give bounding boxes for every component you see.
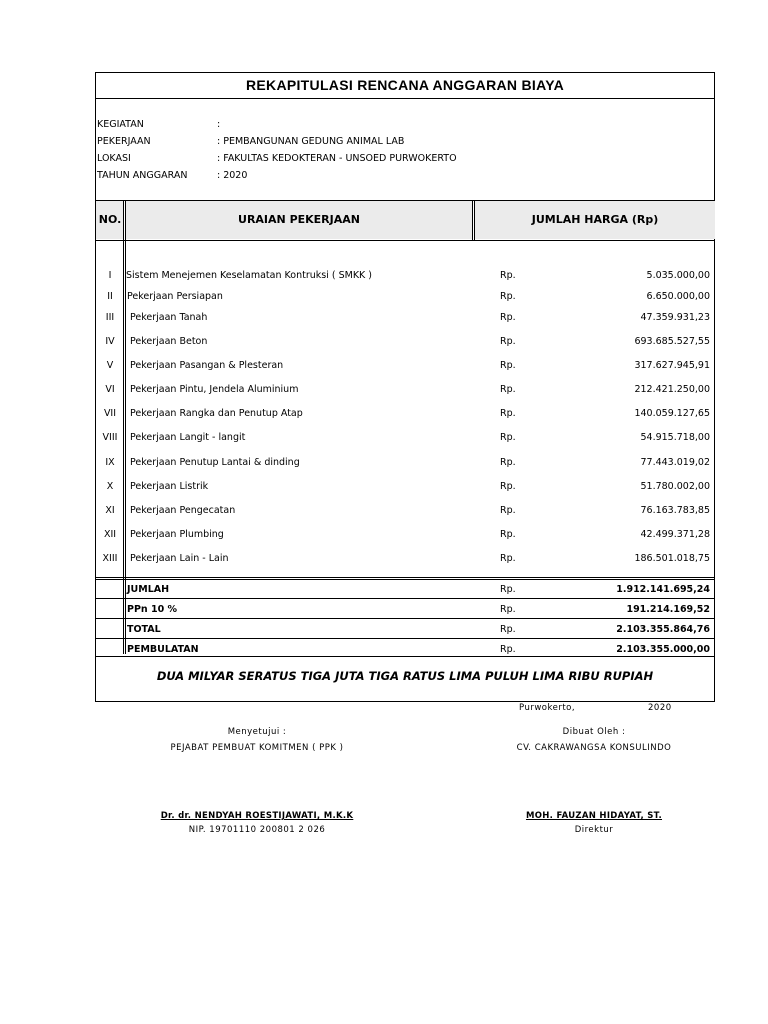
row-currency: Rp. (500, 505, 516, 516)
total-label: JUMLAH (127, 584, 170, 595)
row-currency: Rp. (500, 529, 516, 540)
row-number: III (105, 312, 115, 323)
total-amount: 2.103.355.000,00 (616, 644, 710, 655)
info-value-pekerjaan: : PEMBANGUNAN GEDUNG ANIMAL LAB (217, 136, 405, 147)
row-description: Pekerjaan Rangka dan Penutup Atap (130, 408, 303, 419)
table-row (96, 525, 716, 545)
table-row (96, 266, 716, 286)
row-amount: 140.059.127,65 (634, 408, 710, 419)
total-amount: 2.103.355.864,76 (616, 624, 710, 635)
row-description: Pekerjaan Penutup Lantai & dinding (130, 457, 300, 468)
row-description: Pekerjaan Pintu, Jendela Aluminium (130, 384, 299, 395)
row-number: V (106, 360, 114, 371)
row-description: Sistem Menejemen Keselamatan Kontruksi ( SMKK ) (126, 270, 373, 281)
total-amount: 191.214.169,52 (626, 604, 710, 615)
row-number: VII (103, 408, 117, 419)
row-currency: Rp. (500, 384, 516, 395)
table-row (96, 501, 716, 521)
row-description: Pekerjaan Pengecatan (130, 505, 236, 516)
total-row-jumlah (96, 580, 716, 600)
row-amount: 77.443.019,02 (640, 457, 710, 468)
column-divider (474, 200, 475, 240)
row-description: Pekerjaan Plumbing (130, 529, 224, 540)
row-amount: 186.501.018,75 (634, 553, 710, 564)
table-row (96, 287, 716, 307)
left-signer-position: PEJABAT PEMBUAT KOMITMEN ( PPK ) (170, 743, 344, 753)
divider (96, 656, 714, 657)
total-row-total (96, 620, 716, 640)
header-no: NO. (98, 213, 122, 226)
total-amount: 1.912.141.695,24 (616, 584, 710, 595)
header-jumlah: JUMLAH HARGA (Rp) (531, 213, 659, 226)
divider (96, 98, 714, 99)
info-label-tahun: TAHUN ANGGARAN (97, 170, 188, 181)
row-number: IX (105, 457, 115, 468)
right-signer-title: Direktur (574, 825, 614, 835)
row-currency: Rp. (500, 291, 516, 302)
row-currency: Rp. (500, 481, 516, 492)
total-currency: Rp. (500, 624, 516, 635)
row-currency: Rp. (500, 553, 516, 564)
table-row (96, 332, 716, 352)
left-signer-name: Dr. dr. NENDYAH ROESTIJAWATI, M.K.K (160, 811, 354, 821)
row-number: II (107, 291, 113, 302)
total-label: PEMBULATAN (127, 644, 199, 655)
info-label-lokasi: LOKASI (97, 153, 131, 164)
left-signer-id: NIP. 19701110 200801 2 026 (188, 825, 326, 835)
row-description: Pekerjaan Persiapan (127, 291, 223, 302)
total-label: PPn 10 % (127, 604, 178, 615)
row-currency: Rp. (500, 336, 516, 347)
column-divider (472, 200, 473, 240)
divider (96, 598, 714, 599)
sign-place: Purwokerto, (519, 703, 576, 713)
row-number: I (108, 270, 112, 281)
document-title: REKAPITULASI RENCANA ANGGARAN BIAYA (245, 77, 564, 93)
info-label-kegiatan: KEGIATAN (97, 119, 144, 130)
right-signer-role: Dibuat Oleh : (562, 727, 626, 737)
table-row (96, 453, 716, 473)
row-description: Pekerjaan Tanah (130, 312, 208, 323)
row-number: XI (105, 505, 115, 516)
row-amount: 42.499.371,28 (640, 529, 710, 540)
row-amount: 76.163.783,85 (640, 505, 710, 516)
right-signer-name: MOH. FAUZAN HIDAYAT, ST. (525, 811, 663, 821)
row-description: Pekerjaan Pasangan & Plesteran (130, 360, 284, 371)
total-row-ppn (96, 600, 716, 620)
total-row-pembulatan (96, 640, 716, 660)
left-signer-role: Menyetujui : (227, 727, 287, 737)
divider (96, 638, 714, 639)
total-currency: Rp. (500, 604, 516, 615)
row-amount: 212.421.250,00 (634, 384, 710, 395)
row-currency: Rp. (500, 270, 516, 281)
amount-in-words: DUA MILYAR SERATUS TIGA JUTA TIGA RATUS LIMA PULUH LIMA RIBU RUPIAH (156, 669, 654, 683)
sign-year: 2020 (648, 703, 672, 713)
table-row (96, 428, 716, 448)
row-amount: 47.359.931,23 (640, 312, 710, 323)
total-currency: Rp. (500, 644, 516, 655)
row-description: Pekerjaan Langit - langit (130, 432, 246, 443)
table-row (96, 380, 716, 400)
row-currency: Rp. (500, 432, 516, 443)
row-number: VIII (102, 432, 118, 443)
header-uraian: URAIAN PEKERJAAN (238, 213, 360, 226)
divider (96, 577, 714, 578)
row-number: X (106, 481, 114, 492)
info-label-pekerjaan: PEKERJAAN (97, 136, 151, 147)
row-number: VI (105, 384, 115, 395)
row-description: Pekerjaan Beton (130, 336, 208, 347)
budget-recap-table (95, 72, 715, 702)
row-amount: 317.627.945,91 (634, 360, 710, 371)
total-currency: Rp. (500, 584, 516, 595)
row-currency: Rp. (500, 457, 516, 468)
divider (96, 618, 714, 619)
row-description: Pekerjaan Listrik (130, 481, 209, 492)
table-row (96, 549, 716, 569)
row-number: XII (103, 529, 117, 540)
table-row (96, 308, 716, 328)
row-number: XIII (102, 553, 118, 564)
info-value-tahun: : 2020 (217, 170, 248, 181)
row-number: IV (105, 336, 115, 347)
row-amount: 5.035.000,00 (646, 270, 710, 281)
info-value-lokasi: : FAKULTAS KEDOKTERAN - UNSOED PURWOKERTO (217, 153, 457, 164)
row-description: Pekerjaan Lain - Lain (130, 553, 229, 564)
right-signer-company: CV. CAKRAWANGSA KONSULINDO (516, 743, 672, 753)
total-label: TOTAL (127, 624, 161, 635)
table-row (96, 356, 716, 376)
table-row (96, 477, 716, 497)
row-currency: Rp. (500, 408, 516, 419)
row-currency: Rp. (500, 360, 516, 371)
row-amount: 51.780.002,00 (640, 481, 710, 492)
row-amount: 6.650.000,00 (646, 291, 710, 302)
row-amount: 693.685.527,55 (634, 336, 710, 347)
table-row (96, 404, 716, 424)
info-value-kegiatan: : (217, 119, 221, 130)
row-currency: Rp. (500, 312, 516, 323)
divider (96, 240, 714, 241)
row-amount: 54.915.718,00 (640, 432, 710, 443)
